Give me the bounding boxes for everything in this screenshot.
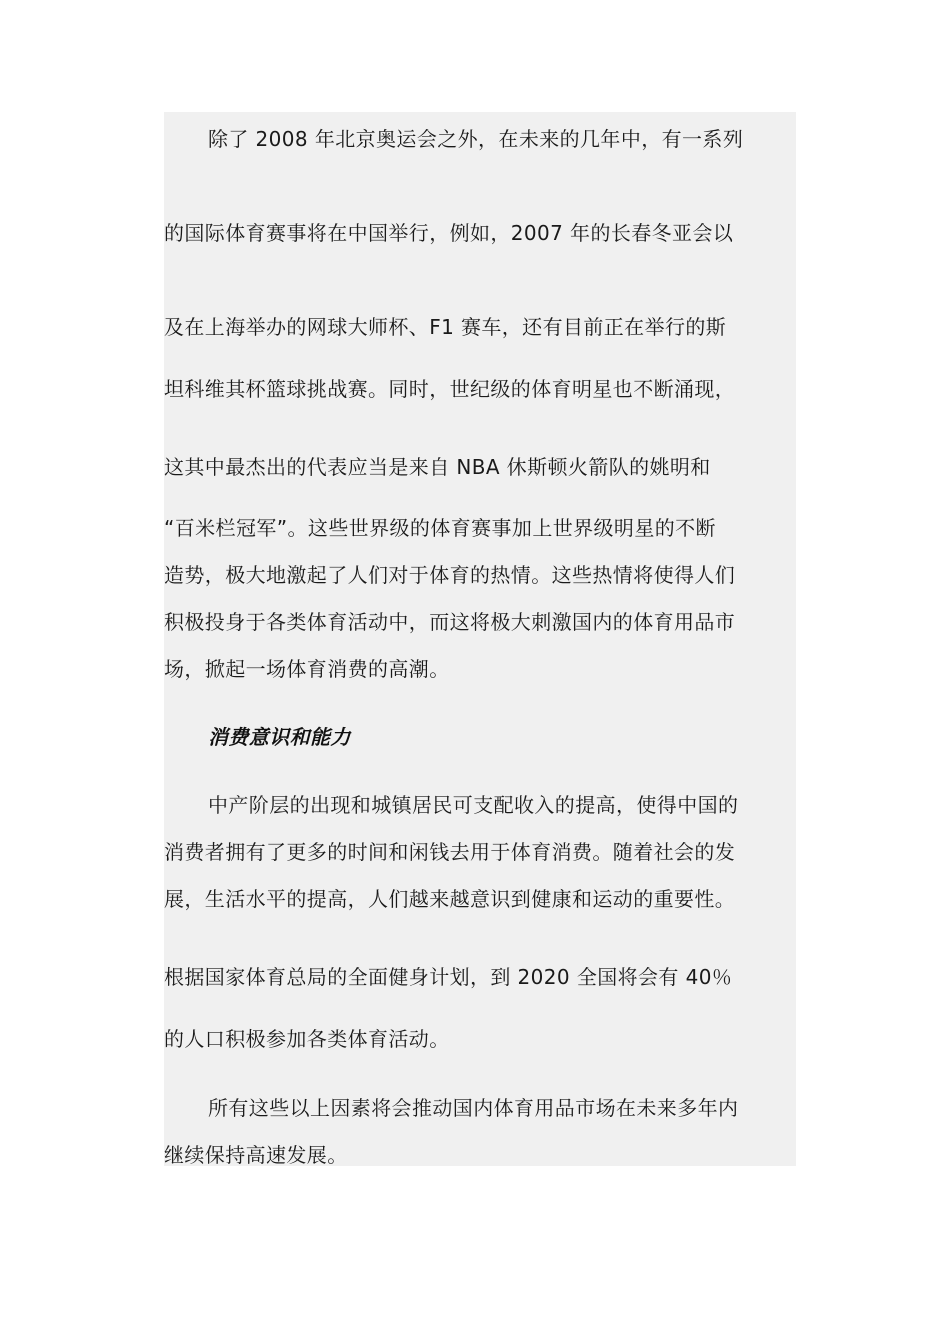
paragraph-1-line-9: 场，掀起一场体育消费的高潮。 [164,657,450,681]
paragraph-1-line-8: 积极投身于各类体育活动中，而这将极大刺激国内的体育用品市 [164,610,736,634]
paragraph-3-line-2: 继续保持高速发展。 [164,1143,348,1167]
paragraph-3-line-1: 所有这些以上因素将会推动国内体育用品市场在未来多年内 [208,1096,739,1120]
document-text-block [164,112,796,1166]
paragraph-1-line-6: “百米栏冠军”。这些世界级的体育赛事加上世界级明星的不断 [164,516,716,540]
paragraph-1-line-1: 除了 2008 年北京奥运会之外，在未来的几年中，有一系列 [208,127,744,151]
paragraph-2-line-5: 的人口积极参加各类体育活动。 [164,1027,450,1051]
paragraph-2-line-3: 展，生活水平的提高，人们越来越意识到健康和运动的重要性。 [164,887,736,911]
paragraph-1-line-4: 坦科维其杯篮球挑战赛。同时，世纪级的体育明星也不断涌现， [164,377,736,401]
paragraph-1-line-2: 的国际体育赛事将在中国举行，例如，2007 年的长春冬亚会以 [164,221,734,245]
paragraph-2-line-2: 消费者拥有了更多的时间和闲钱去用于体育消费。随着社会的发 [164,840,736,864]
paragraph-1-line-3: 及在上海举办的网球大师杯、F1 赛车，还有目前正在举行的斯 [164,315,727,339]
paragraph-2-line-1: 中产阶层的出现和城镇居民可支配收入的提高，使得中国的 [208,793,739,817]
paragraph-2-line-4: 根据国家体育总局的全面健身计划，到 2020 全国将会有 40％ [164,965,733,989]
section-heading: 消费意识和能力 [208,725,351,749]
paragraph-1-line-7: 造势，极大地激起了人们对于体育的热情。这些热情将使得人们 [164,563,736,587]
paragraph-1-line-5: 这其中最杰出的代表应当是来自 NBA 休斯顿火箭队的姚明和 [164,455,711,479]
